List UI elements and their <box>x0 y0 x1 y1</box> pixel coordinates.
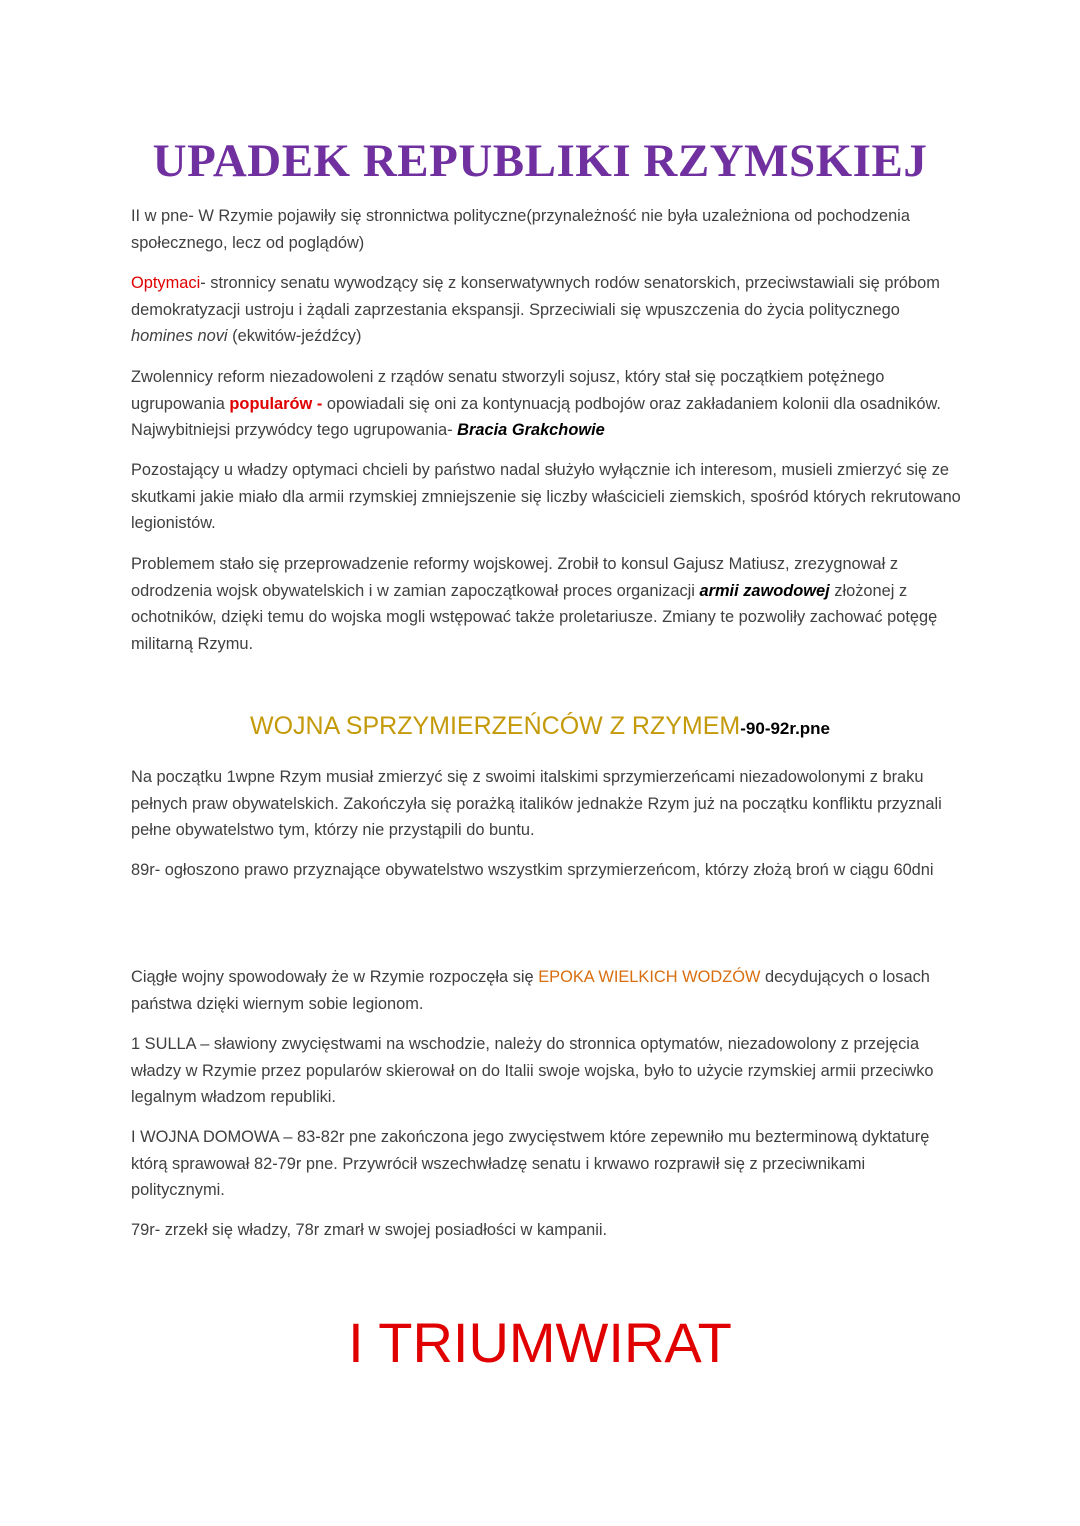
paragraph-text: I WOJNA DOMOWA – 83-82r pne zakończona jego zwycięstwem które zepewniło mu bezterminową dyktaturę którą sprawował 82-79r pne. Przywrócił wszechwładzę senatu i krwawo rozprawił się z przeciwnikami politycznymi. <box>131 1128 930 1199</box>
term-armii-zawodowej: armii zawodowej <box>699 581 830 600</box>
names-bracia-grakchowie: Bracia Grakchowie <box>457 421 605 439</box>
italic-homines-novi: homines novi <box>131 327 228 345</box>
term-popularow: popularów <box>229 394 313 413</box>
paragraph-factions <box>131 203 961 256</box>
paragraph-text: - stronnicy senatu wywodzący się z konserwatywnych rodów senatorskich, przeciwstawiali się próbom demokratyzacji ustroju i żądali zaprzestania ekspansji. Sprzeciwiali się wpuszczenia do życia politycznego <box>131 274 940 319</box>
paragraph-allies <box>131 764 961 844</box>
page-title: UPADEK REPUBLIKI RZYMSKIEJ <box>152 135 928 187</box>
paragraph-military-reform <box>131 551 961 657</box>
paragraph-text: (ekwitów-jeźdźcy) <box>227 327 362 345</box>
paragraph-89r <box>131 857 961 884</box>
paragraph-optimates-power <box>131 457 961 537</box>
paragraph-populares <box>131 364 961 444</box>
paragraph-text: złożonej z ochotników, dzięki temu do wojska mogli wstępować także proletariusze. Zmiany te pozwoliły zachować potęgę militarną Rzymu. <box>131 581 938 653</box>
paragraph-text: Ciągłe wojny spowodowały że w Rzymie rozpoczęła się <box>131 968 539 986</box>
paragraph-great-commanders <box>131 964 961 1017</box>
paragraph-sulla <box>131 1031 961 1111</box>
term-dash: - <box>312 394 327 413</box>
paragraph-text: 89r- ogłoszono prawo przyznające obywatelstwo wszystkim sprzymierzeńcom, którzy złożą broń w ciągu 60dni <box>131 861 934 879</box>
section-heading-triumwirat: I TRIUMWIRAT <box>348 1311 732 1374</box>
paragraph-text: 79r- zrzekł się władzy, 78r zmarł w swojej posiadłości w kampanii. <box>131 1221 608 1239</box>
term-optymaci: Optymaci <box>131 274 201 292</box>
paragraph-civil-war <box>131 1124 961 1204</box>
paragraph-text: Pozostający u władzy optymaci chcieli by państwo nadal służyło wyłącznie ich interesom, musieli zmierzyć się ze skutkami jakie miało dla armii rzymskiej zmniejszenie się liczby właścicieli ziemskich, spośród których rekrutowano legionistów. <box>131 461 961 532</box>
paragraph-text: 1 SULLA – sławiony zwycięstwami na wschodzie, należy do stronnica optymatów, niezadowolony z przejęcia władzy w Rzymie przez popularów skierował on do Italii swoje wojska, było to użycie rzymskiej armii przeciwko legalnym władzom republiki. <box>131 1035 934 1106</box>
paragraph-text: opowiadali się oni za kontynuacją podbojów oraz zakładaniem kolonii dla osadników. Najwybitniejsi przywódcy tego ugrupowania- <box>131 394 941 439</box>
section-heading-date: -90-92r.pne <box>740 719 831 738</box>
section-heading-social-war <box>0 712 1080 741</box>
paragraph-text: Zwolennicy reform niezadowoleni z rządów senatu stworzyli sojusz, który stał się początkiem potężnego ugrupowania <box>131 368 885 413</box>
paragraph-text: decydujących o losach państwa dzięki wiernym sobie legionom. <box>131 968 930 1013</box>
paragraph-text: Problemem stało się przeprowadzenie reformy wojskowej. Zrobił to konsul Gajusz Matiusz, zrezygnował z odrodzenia wojsk obywatelskich i w zamian zapoczątkował proces organizacji <box>131 555 899 600</box>
section-heading-main: WOJNA SPRZYMIERZEŃCÓW Z RZYMEM <box>249 712 741 740</box>
paragraph-optymaci <box>131 270 961 350</box>
paragraph-79r <box>131 1217 961 1244</box>
term-epoka-wielkich-wodzow: EPOKA WIELKICH WODZÓW <box>538 968 761 986</box>
paragraph-text: Na początku 1wpne Rzym musiał zmierzyć się z swoimi italskimi sprzymierzeńcami niezadowolonymi z braku pełnych praw obywatelskich. Zakończyła się porażką italików jednakże Rzym już na początku konfliktu przyznali pełne obywatelstwo tym, którzy nie przystąpili do buntu. <box>131 768 942 839</box>
paragraph-text: II w pne- W Rzymie pojawiły się stronnictwa polityczne(przynależność nie była uzależniona od pochodzenia społecznego, lecz od poglądów) <box>131 207 910 252</box>
